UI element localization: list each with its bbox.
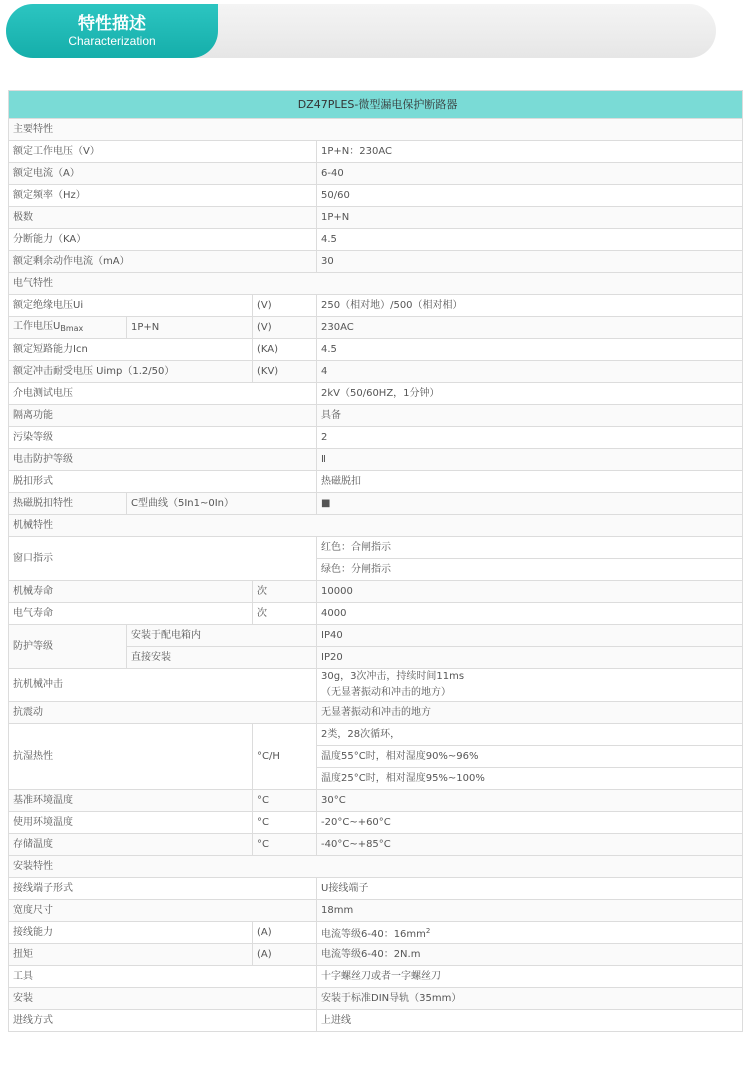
row-value: 2 — [317, 427, 743, 449]
row-label: 机械寿命 — [9, 581, 253, 603]
row-value: 4000 — [317, 603, 743, 625]
row-unit: 次 — [253, 603, 317, 625]
row-label: 污染等级 — [9, 427, 317, 449]
table-title: DZ47PLES-微型漏电保护断路器 — [9, 91, 743, 119]
table-row — [9, 251, 743, 273]
row-unit: °C — [253, 790, 317, 812]
row-label: 隔离功能 — [9, 405, 317, 427]
row-condition: 直接安装 — [127, 647, 317, 669]
table-title-row — [9, 91, 743, 119]
table-row — [9, 625, 743, 647]
row-label: 电击防护等级 — [9, 449, 317, 471]
row-value: 温度25°C时，相对湿度95%~100% — [317, 768, 743, 790]
row-value: 绿色：分闸指示 — [317, 559, 743, 581]
row-value — [317, 922, 743, 944]
ub-label-text: 工作电压U — [13, 320, 61, 332]
row-value: 50/60 — [317, 185, 743, 207]
table-row — [9, 834, 743, 856]
row-value: 4.5 — [317, 229, 743, 251]
row-value: 30 — [317, 251, 743, 273]
ub-subscript: Bmax — [60, 323, 84, 333]
row-value: 1P+N：230AC — [317, 141, 743, 163]
row-label: 分断能力（KA） — [9, 229, 317, 251]
table-row — [9, 317, 743, 339]
row-unit: °C — [253, 812, 317, 834]
row-condition: 1P+N — [127, 317, 253, 339]
banner-subtitle: Characterization — [68, 34, 156, 48]
row-unit: (A) — [253, 922, 317, 944]
capacity-superscript: 2 — [425, 926, 431, 935]
row-value: 2类，28次循环， — [317, 724, 743, 746]
impact-line-1: 30g，3次冲击，持续时间11ms — [321, 671, 465, 682]
row-value: 热磁脱扣 — [317, 471, 743, 493]
capacity-text: 电流等级6-40：16mm — [321, 928, 426, 940]
row-unit: (KA) — [253, 339, 317, 361]
row-value: 上进线 — [317, 1010, 743, 1032]
table-row — [9, 1010, 743, 1032]
row-unit: 次 — [253, 581, 317, 603]
row-value: 30°C — [317, 790, 743, 812]
row-value: IP20 — [317, 647, 743, 669]
row-condition: 安装于配电箱内 — [127, 625, 317, 647]
section-row — [9, 515, 743, 537]
table-row — [9, 988, 743, 1010]
table-row — [9, 185, 743, 207]
row-label: 扭矩 — [9, 944, 253, 966]
row-label: 额定短路能力Icn — [9, 339, 253, 361]
table-row — [9, 471, 743, 493]
section-row — [9, 273, 743, 295]
row-label: 使用环境温度 — [9, 812, 253, 834]
table-row — [9, 427, 743, 449]
row-label: 接线端子形式 — [9, 878, 317, 900]
row-label: 额定频率（Hz） — [9, 185, 317, 207]
row-value: ■ — [317, 493, 743, 515]
table-row — [9, 339, 743, 361]
table-row — [9, 669, 743, 702]
table-row — [9, 383, 743, 405]
row-value: 电流等级6-40：2N.m — [317, 944, 743, 966]
row-label: 热磁脱扣特性 — [9, 493, 127, 515]
row-label: 工具 — [9, 966, 317, 988]
table-row — [9, 878, 743, 900]
table-row — [9, 790, 743, 812]
row-condition: C型曲线（5In1~0In） — [127, 493, 317, 515]
table-row — [9, 449, 743, 471]
row-label: 抗机械冲击 — [9, 669, 317, 702]
section-electrical: 电气特性 — [9, 273, 743, 295]
row-label: 介电测试电压 — [9, 383, 317, 405]
row-value: -40°C~+85°C — [317, 834, 743, 856]
row-value: 4.5 — [317, 339, 743, 361]
row-value: 6-40 — [317, 163, 743, 185]
row-value: 10000 — [317, 581, 743, 603]
row-label: 存储温度 — [9, 834, 253, 856]
table-row — [9, 702, 743, 724]
row-label: 抗湿热性 — [9, 724, 253, 790]
row-label: 基准环境温度 — [9, 790, 253, 812]
table-row — [9, 581, 743, 603]
table-row — [9, 812, 743, 834]
table-row — [9, 966, 743, 988]
table-row — [9, 229, 743, 251]
row-label — [9, 317, 127, 339]
spec-table — [8, 90, 743, 1032]
row-label: 极数 — [9, 207, 317, 229]
row-value: 温度55°C时，相对湿度90%~96% — [317, 746, 743, 768]
section-row — [9, 119, 743, 141]
row-label: 安装 — [9, 988, 317, 1010]
row-value — [317, 669, 743, 702]
table-row — [9, 900, 743, 922]
row-value: 十字螺丝刀或者一字螺丝刀 — [317, 966, 743, 988]
row-label: 额定冲击耐受电压 Uimp（1.2/50） — [9, 361, 253, 383]
row-value: 4 — [317, 361, 743, 383]
table-row — [9, 163, 743, 185]
row-label: 防护等级 — [9, 625, 127, 669]
row-value: 具备 — [317, 405, 743, 427]
row-value: IP40 — [317, 625, 743, 647]
table-row — [9, 361, 743, 383]
row-value: 红色：合闸指示 — [317, 537, 743, 559]
row-value: Ⅱ — [317, 449, 743, 471]
row-value: 250（相对地）/500（相对相） — [317, 295, 743, 317]
table-row — [9, 537, 743, 559]
table-row — [9, 295, 743, 317]
row-unit: °C — [253, 834, 317, 856]
row-label: 脱扣形式 — [9, 471, 317, 493]
row-label: 宽度尺寸 — [9, 900, 317, 922]
row-label: 接线能力 — [9, 922, 253, 944]
section-main: 主要特性 — [9, 119, 743, 141]
row-label: 额定绝缘电压Ui — [9, 295, 253, 317]
row-label: 额定剩余动作电流（mA） — [9, 251, 317, 273]
table-row — [9, 724, 743, 746]
row-unit: (V) — [253, 317, 317, 339]
row-label: 窗口指示 — [9, 537, 317, 581]
row-unit: (A) — [253, 944, 317, 966]
row-label: 抗震动 — [9, 702, 317, 724]
row-label: 额定工作电压（V） — [9, 141, 317, 163]
impact-line-2: （无显著振动和冲击的地方） — [321, 687, 451, 698]
table-row — [9, 603, 743, 625]
table-row — [9, 207, 743, 229]
row-value: 无显著振动和冲击的地方 — [317, 702, 743, 724]
row-value: 18mm — [317, 900, 743, 922]
banner-title: 特性描述 — [78, 14, 146, 34]
table-row — [9, 944, 743, 966]
row-value: 安装于标准DIN导轨（35mm） — [317, 988, 743, 1010]
row-label: 进线方式 — [9, 1010, 317, 1032]
table-row — [9, 493, 743, 515]
row-unit: °C/H — [253, 724, 317, 790]
row-unit: (KV) — [253, 361, 317, 383]
table-row — [9, 405, 743, 427]
row-label: 电气寿命 — [9, 603, 253, 625]
section-install: 安装特性 — [9, 856, 743, 878]
row-value: U接线端子 — [317, 878, 743, 900]
section-banner — [6, 4, 218, 58]
row-value: -20°C~+60°C — [317, 812, 743, 834]
row-label: 额定电流（A） — [9, 163, 317, 185]
section-mechanical: 机械特性 — [9, 515, 743, 537]
table-row — [9, 141, 743, 163]
row-value: 230AC — [317, 317, 743, 339]
row-value: 1P+N — [317, 207, 743, 229]
row-value: 2kV（50/60HZ，1分钟） — [317, 383, 743, 405]
row-unit: (V) — [253, 295, 317, 317]
table-row — [9, 922, 743, 944]
section-row — [9, 856, 743, 878]
